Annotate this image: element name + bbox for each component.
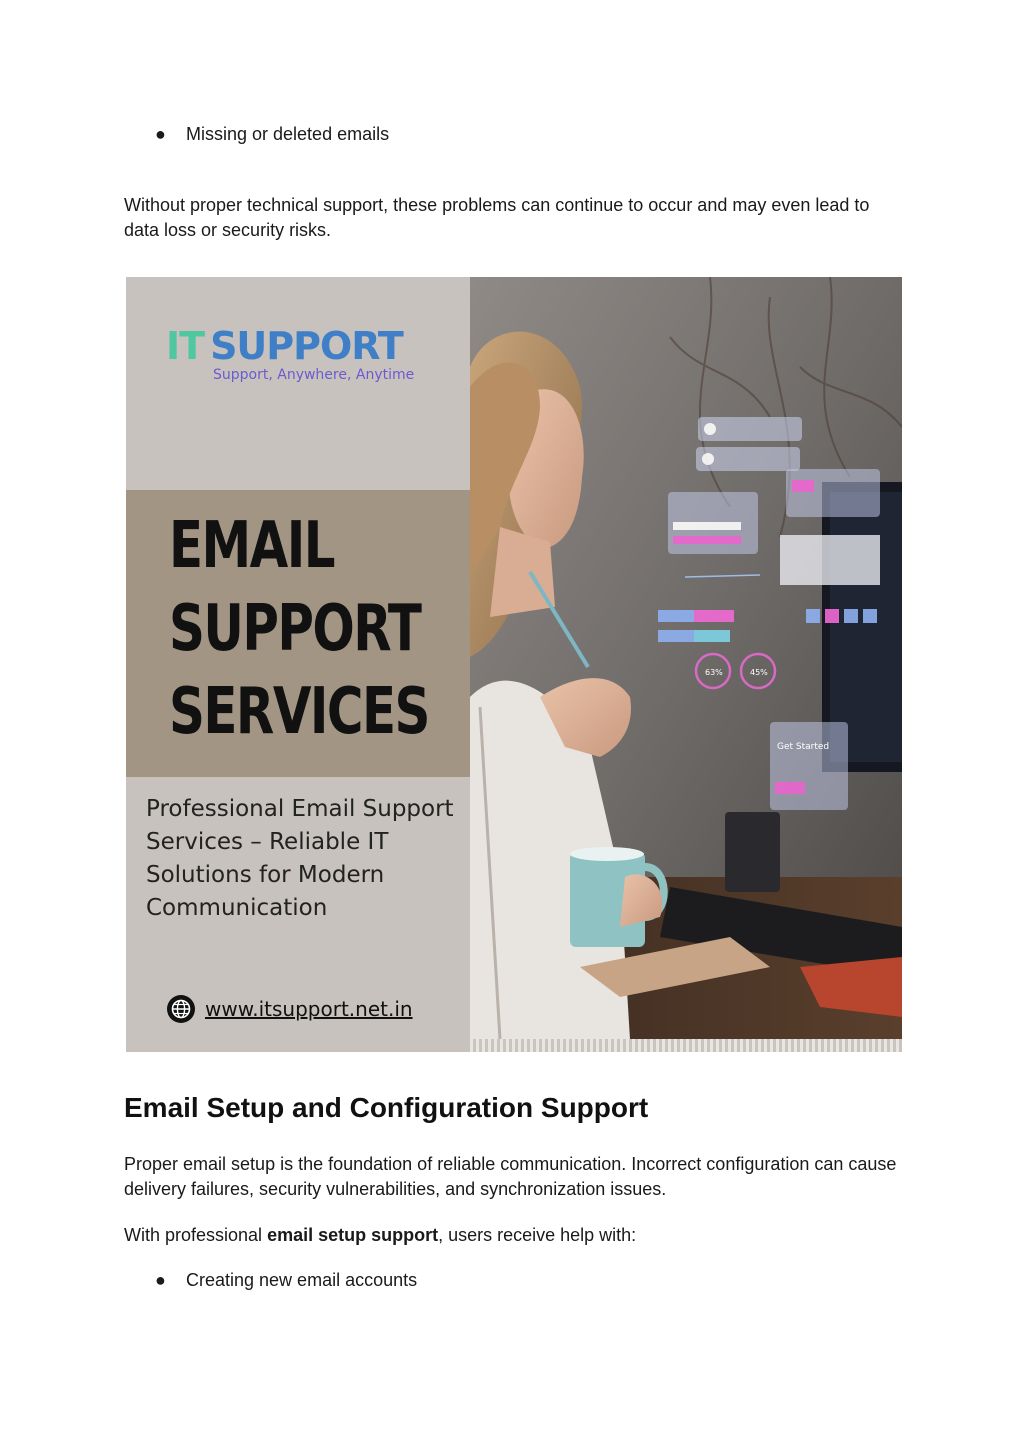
banner-title-line: SERVICES [169,675,429,749]
photo-illustration [470,277,902,1039]
bullet-icon: ● [155,124,166,144]
banner-title-line: SUPPORT [169,592,421,666]
website-url[interactable]: www.itsupport.net.in [205,997,413,1021]
paragraph-help-with: With professional email setup support, users receive help with: [124,1225,637,1245]
photo-percent-a: 63% [705,668,723,677]
banner-title-line: EMAIL [169,509,334,583]
list-item-text: Creating new email accounts [186,1270,418,1290]
bullet-icon: ● [155,1270,166,1290]
it-support-logo: IT SUPPORT [166,324,403,368]
photo-get-started-label: Get Started [777,742,830,752]
photo-percent-b: 45% [750,668,768,677]
woman-at-computer-photo [470,277,902,1039]
banner-logo-panel [126,277,470,490]
paragraph-setup: Proper email setup is the foundation of reliable communication. Incorrect configuration can cause delivery failures, security vulnerabilities, and synchronization issues. [124,1154,897,1199]
photo-bottom-edge [470,1039,902,1052]
email-support-banner [126,277,902,1052]
section-heading: Email Setup and Configuration Support [124,1092,649,1123]
banner-title [169,505,429,754]
logo-tagline: Support, Anywhere, Anytime [213,367,415,383]
banner-subtitle: Professional Email Support Services – Reliable IT Solutions for Modern Communication [146,796,454,921]
paragraph-warning: Without proper technical support, these problems can continue to occur and may even lead to data loss or security risks. [124,195,870,240]
list-item-text: Missing or deleted emails [186,124,390,144]
globe-icon [166,994,196,1024]
bold-phrase: email setup support [267,1225,439,1245]
